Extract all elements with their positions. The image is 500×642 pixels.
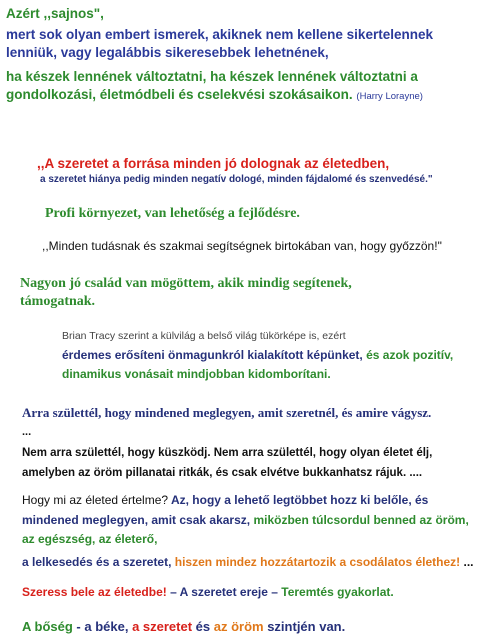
meaning-line-1-a: Hogy mi az életed értelme? bbox=[22, 493, 169, 507]
tracy-line-3: dinamikus vonásait mindjobban kidomborítani. bbox=[62, 367, 331, 381]
abundance-a: A bőség bbox=[22, 619, 73, 634]
abundance-line bbox=[22, 620, 345, 635]
love-life-b: – A szeretet ereje – bbox=[166, 585, 282, 599]
meaning-line-4-a: a lelkesedés és a szeretet, bbox=[22, 555, 172, 569]
tracy-line-1: Brian Tracy szerint a külvilág a belső világ tükörképe is, ezért bbox=[62, 330, 346, 342]
born-line-2: ... bbox=[22, 426, 32, 438]
family-line-1: Nagyon jó család van mögöttem, akik mindig segítenek, bbox=[20, 276, 352, 291]
professional-text: Profi környezet, van lehetőség a fejlődésre. bbox=[45, 206, 300, 221]
intro-line-2: lenniük, vagy legalábbis sikeresebbek lehetnének, bbox=[6, 45, 329, 60]
intro-line-4 bbox=[6, 87, 423, 103]
meaning-line-1 bbox=[22, 494, 428, 508]
tracy-line-2-a: érdemes erősíteni önmagunkról kialakított képünket, bbox=[62, 348, 363, 362]
abundance-b: - a béke, bbox=[72, 619, 129, 634]
abundance-d: és bbox=[192, 619, 211, 634]
meaning-line-4-c: ... bbox=[460, 555, 474, 569]
meaning-line-4 bbox=[22, 556, 474, 570]
meaning-line-3: az egészség, az életerő, bbox=[22, 532, 158, 546]
born-line-1: Arra születtél, hogy mindened meglegyen, amit szeretnél, és amire vágysz. bbox=[22, 405, 432, 420]
intro-title: Azért ,,sajnos", bbox=[6, 6, 104, 21]
intro-line-4-text: gondolkozási, életmódbeli és cselekvési szokásaikon. bbox=[6, 87, 353, 102]
meaning-line-2-b: miközben túlcsordul benned az öröm, bbox=[250, 513, 469, 527]
love-life-c: Teremtés gyakorlat. bbox=[281, 585, 394, 599]
abundance-e: az öröm bbox=[210, 619, 264, 634]
born-line-3: Nem arra születtél, hogy küszködj. Nem arra születtél, hogy olyan életet élj, bbox=[22, 447, 433, 459]
tracy-line-2-b: és azok pozitív, bbox=[362, 348, 454, 362]
meaning-line-2 bbox=[22, 514, 469, 528]
intro-author: (Harry Lorayne) bbox=[356, 91, 423, 102]
quote-love-line-2: a szeretet hiánya pedig minden negatív dologé, minden fájdalomé és szenvedésé." bbox=[40, 174, 433, 185]
love-life-a: Szeress bele az életedbe! bbox=[22, 585, 167, 599]
meaning-line-1-b: Az, hogy a lehető legtöbbet hozz ki belőle, és bbox=[168, 493, 429, 507]
tracy-line-2 bbox=[62, 349, 453, 363]
meaning-line-2-a: mindened meglegyen, amit csak akarsz, bbox=[22, 513, 251, 527]
born-line-4: amelyben az öröm pillanatai ritkák, és csak elvétve bukkanhatsz rájuk. .... bbox=[22, 467, 423, 479]
knowledge-quote: ,,Minden tudásnak és szakmai segítségnek birtokában van, hogy győzzön!" bbox=[42, 239, 442, 253]
meaning-line-4-b: hiszen mindez hozzátartozik a csodálatos élethez! bbox=[171, 555, 461, 569]
intro-line-1: mert sok olyan embert ismerek, akiknek nem kellene sikertelennek bbox=[6, 27, 433, 42]
intro-line-3: ha készek lennének változtatni, ha készek lennének változtatni a bbox=[6, 69, 418, 84]
abundance-f: szintjén van. bbox=[263, 619, 346, 634]
abundance-c: a szeretet bbox=[128, 619, 193, 634]
family-line-2: támogatnak. bbox=[20, 294, 96, 309]
love-life-line bbox=[22, 586, 394, 600]
quote-love-line-1: ,,A szeretet a forrása minden jó dolognak az életedben, bbox=[37, 156, 390, 171]
